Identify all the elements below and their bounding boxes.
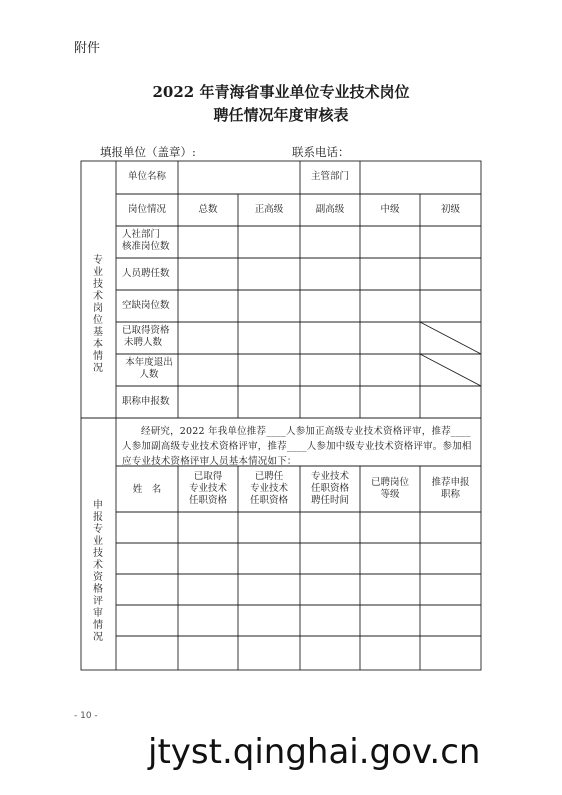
col-header-line: 任职资格 xyxy=(249,495,288,506)
section1-vertical-label: 专业技术岗位基本情况 xyxy=(93,255,103,374)
col-header-line: 任职资格 xyxy=(310,483,349,494)
col-header-junior: 初级 xyxy=(440,204,460,215)
document-title-line2: 聘任情况年度审核表 xyxy=(213,106,349,124)
page-number: - 10 - xyxy=(74,711,98,721)
col-header-line: 已聘岗位 xyxy=(370,477,409,488)
col-header-position: 岗位情况 xyxy=(127,204,166,215)
col-header-employment-time xyxy=(300,471,360,507)
row-label-line: 人社部门 xyxy=(122,229,161,240)
col-header-intermediate: 中级 xyxy=(380,204,400,215)
row-label-approved xyxy=(122,229,170,253)
contact-phone-label: 联系电话： xyxy=(292,145,350,159)
row-label-line: 空缺岗位数 xyxy=(122,300,170,311)
col-header-total: 总数 xyxy=(198,204,218,215)
row-label-line: 职称申报数 xyxy=(122,396,170,407)
col-header-line: 姓 名 xyxy=(132,484,162,495)
col-header-post-grade xyxy=(360,477,420,501)
col-header-line: 职称 xyxy=(440,489,460,500)
col-header-senior: 正高级 xyxy=(254,204,284,215)
row-label-qualified-unemployed xyxy=(122,325,170,349)
col-header-recommended-title xyxy=(420,477,481,501)
col-header-line: 聘任时间 xyxy=(310,495,349,506)
row-label-exited xyxy=(122,357,176,381)
row-label-line: 本年度退出 xyxy=(125,357,173,368)
col-header-line: 专业技术 xyxy=(249,483,288,494)
attachment-label: 附件 xyxy=(74,41,101,56)
section2-vertical-label: 申报专业技术资格评审情况 xyxy=(93,500,103,643)
row-label-line: 未聘人数 xyxy=(124,337,163,348)
col-header-line: 专业技术 xyxy=(188,483,227,494)
supervisor-dept-label: 主管部门 xyxy=(310,171,349,182)
reporting-unit-label: 填报单位（盖章）: xyxy=(100,145,196,159)
col-header-line: 推荐申报 xyxy=(431,477,470,488)
row-label-line: 人数 xyxy=(139,369,159,380)
row-label-employed xyxy=(122,268,170,280)
row-label-title-applications xyxy=(122,396,170,408)
row-label-vacant xyxy=(122,300,170,312)
unit-name-label: 单位名称 xyxy=(127,171,166,182)
col-header-associate-senior: 副高级 xyxy=(315,204,345,215)
col-header-name xyxy=(116,484,178,496)
col-header-obtained-qualification xyxy=(178,471,238,507)
col-header-line: 已取得 xyxy=(193,471,223,482)
col-header-line: 已聘任 xyxy=(254,471,284,482)
document-title-line1: 2022 年青海省事业单位专业技术岗位 xyxy=(152,83,410,101)
col-header-line: 任职资格 xyxy=(188,495,227,506)
recommendation-paragraph: 经研究，2022 年我单位推荐____人参加正高级专业技术资格评审，推荐____人参加副高级专业技术资格评审，推荐____人参加中级专业技术资格评审。参加相应专业技术资格评审人员基本情况如下： xyxy=(122,426,472,467)
col-header-line: 等级 xyxy=(380,489,400,500)
row-label-line: 已取得资格 xyxy=(122,325,170,336)
row-label-line: 人员聘任数 xyxy=(122,268,170,279)
source-watermark: jtyst.qinghai.gov.cn xyxy=(148,732,481,772)
row-label-line: 核准岗位数 xyxy=(122,241,170,252)
col-header-employed-qualification xyxy=(238,471,300,507)
col-header-line: 专业技术 xyxy=(310,471,349,482)
